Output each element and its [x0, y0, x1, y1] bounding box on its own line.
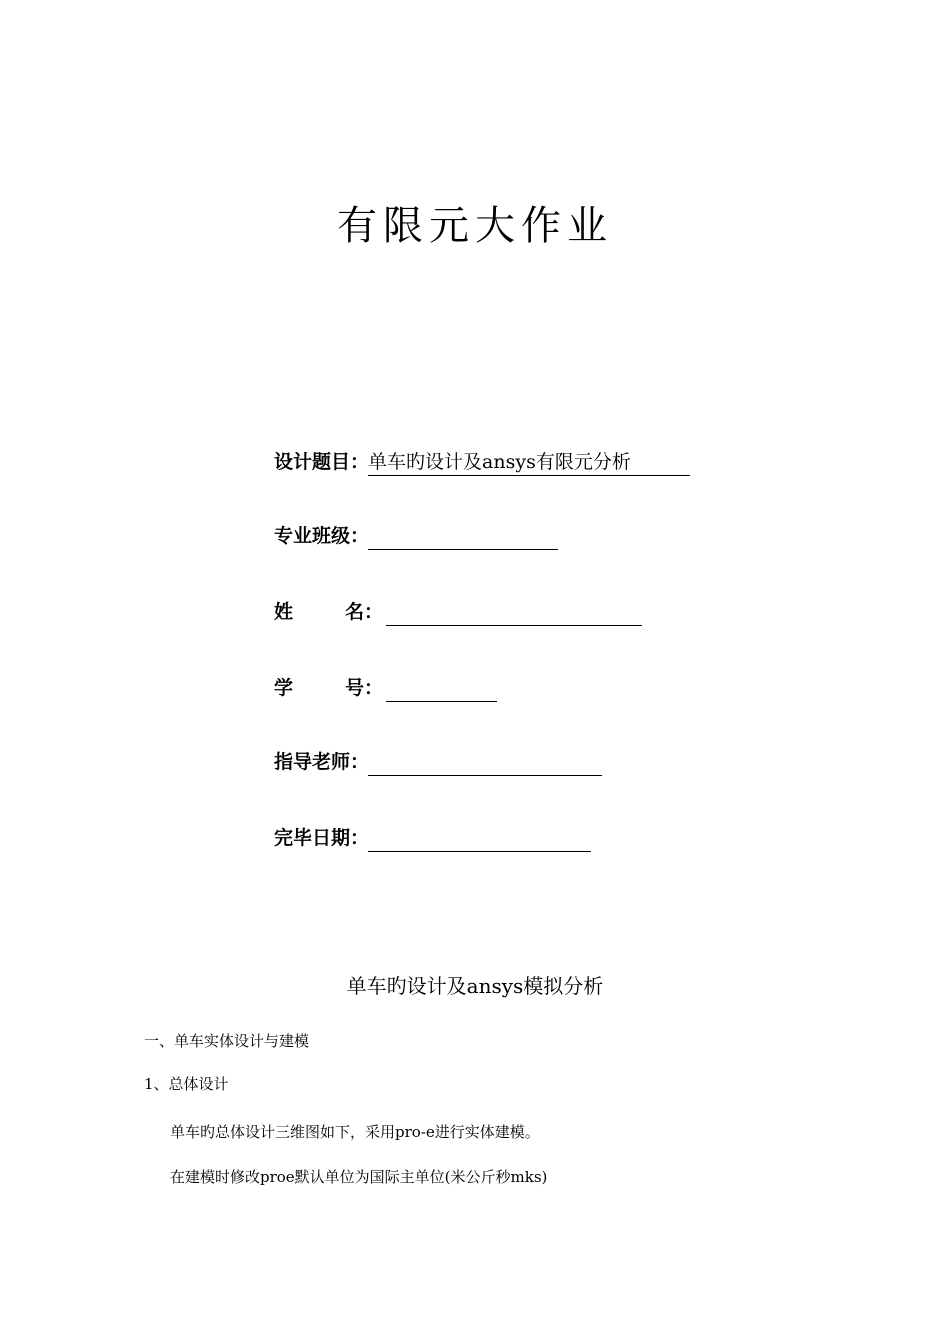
- field-colon: ：: [350, 525, 370, 547]
- field-design-topic: [274, 446, 690, 476]
- field-class: [274, 520, 558, 550]
- field-value: 单车旳设计及ansys有限元分析: [368, 449, 690, 476]
- field-label-char: 姓: [274, 601, 294, 623]
- field-label-char: 学: [274, 677, 294, 699]
- field-value: [368, 825, 591, 852]
- field-colon: ：: [364, 677, 384, 699]
- subsection-heading: 1、总体设计: [144, 1075, 229, 1093]
- field-label: 设计题目: [274, 451, 351, 473]
- field-value: [386, 599, 642, 626]
- field-value: [368, 523, 558, 550]
- field-colon: ：: [350, 827, 370, 849]
- field-label: [274, 674, 364, 702]
- page-title: 有限元大作业: [337, 203, 613, 249]
- field-student-id: [274, 672, 497, 702]
- field-completion-date: [274, 822, 591, 852]
- field-label: [274, 598, 364, 626]
- field-colon: ：: [350, 751, 370, 773]
- section-heading: 一、单车实体设计与建模: [144, 1032, 310, 1050]
- field-label-char: 名: [344, 601, 364, 623]
- field-label: 完毕日期: [274, 827, 351, 849]
- field-name: [274, 596, 642, 626]
- field-colon: ：: [350, 451, 370, 473]
- field-label: 指导老师: [274, 751, 351, 773]
- paragraph: 单车旳总体设计三维图如下，采用pro-e进行实体建模。: [170, 1123, 540, 1141]
- field-label: 专业班级: [274, 525, 351, 547]
- field-colon: ：: [364, 601, 384, 623]
- field-value: [386, 675, 497, 702]
- field-label-char: 号: [344, 677, 364, 699]
- paragraph: 在建模时修改proe默认单位为国际主单位(米公斤秒mks): [170, 1168, 548, 1186]
- field-advisor: [274, 746, 602, 776]
- document-heading: 单车旳设计及ansys模拟分析: [346, 974, 604, 998]
- field-value: [368, 749, 602, 776]
